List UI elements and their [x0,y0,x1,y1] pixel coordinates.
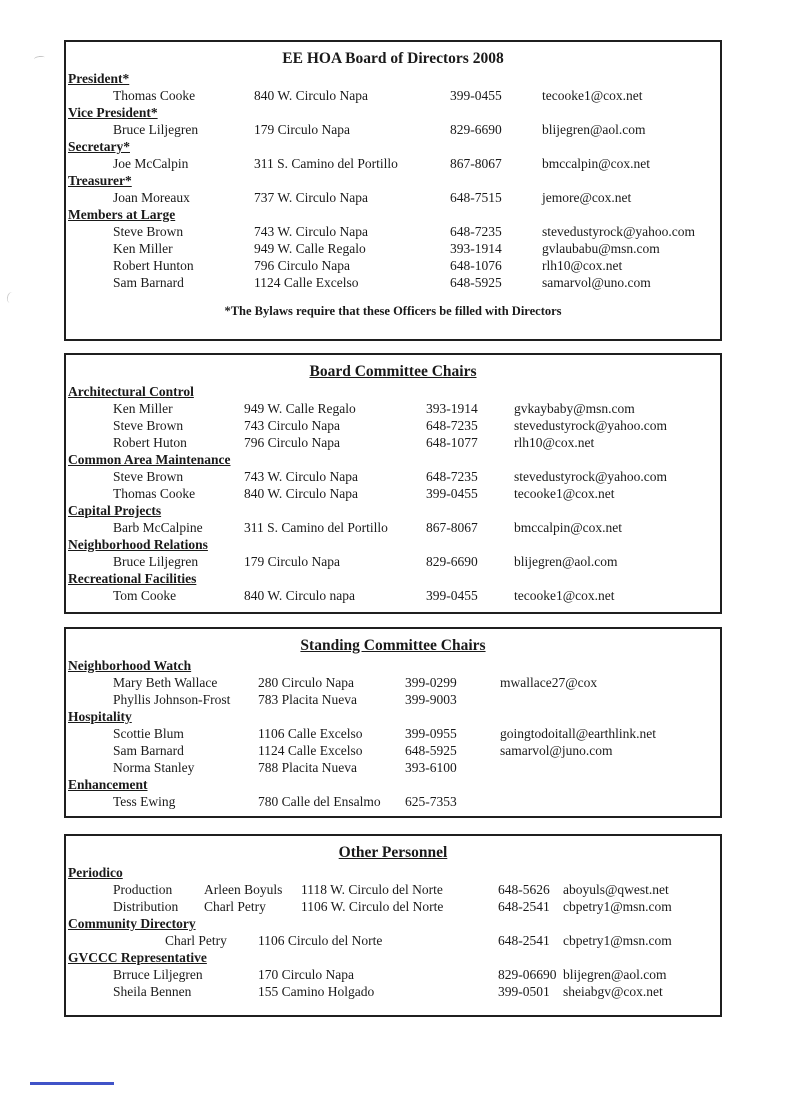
person-address: 155 Camino Holgado [258,984,375,999]
table-row [66,519,720,536]
table-row [66,881,720,898]
person-address: 1106 Circulo del Norte [258,933,383,948]
person-email: sheiabgv@cox.net [563,984,663,999]
table-row [66,189,720,206]
person-email: tecooke1@cox.net [514,588,615,603]
section-board-committee-chairs [64,353,722,614]
table-row [66,966,720,983]
person-phone: 399-0955 [405,726,457,741]
person-address: 840 W. Circulo napa [244,588,355,603]
table-row [66,274,720,291]
scanned-document-page [0,40,806,1096]
scan-speck-icon [34,55,46,61]
person-address: 737 W. Circulo Napa [254,190,368,205]
group-heading: Capital Projects [68,503,162,518]
person-name: Joan Moreaux [113,190,190,205]
group-heading: Treasurer* [68,173,132,188]
person-email [500,691,720,708]
person-address: 840 W. Circulo Napa [244,486,358,501]
person-phone: 393-6100 [405,760,457,775]
person-address: 280 Circulo Napa [258,675,354,690]
group-heading: Vice President* [68,105,158,120]
person-email: goingtodoitall@earthlink.net [500,726,657,741]
person-address: 788 Placita Nueva [258,760,357,775]
table-row [66,725,720,742]
person-email: tecooke1@cox.net [514,486,615,501]
table-row [66,223,720,240]
person-name: Robert Hunton [113,258,194,273]
person-phone: 648-7235 [426,469,478,484]
person-phone: 867-8067 [426,520,478,535]
person-name: Joe McCalpin [113,156,189,171]
person-email: samarvol@juno.com [500,743,613,758]
person-email: aboyuls@qwest.net [563,882,669,897]
role-label: Distribution [113,899,179,914]
person-phone: 867-8067 [450,156,502,171]
person-name: Charl Petry [165,933,227,948]
group-heading: Secretary* [68,139,130,154]
person-phone: 648-2541 [498,933,550,948]
group-heading: Members at Large [68,207,176,222]
section-body [66,70,720,291]
person-address: 780 Calle del Ensalmo [258,794,381,809]
section-other-personnel [64,834,722,1017]
table-row [66,417,720,434]
table-row [66,240,720,257]
table-row [66,759,720,776]
person-name: Charl Petry [204,899,266,914]
table-row [66,434,720,451]
group-heading: Common Area Maintenance [68,452,231,467]
section-board-of-directors [64,40,722,341]
person-address: 1124 Calle Excelso [254,275,359,290]
person-address: 743 W. Circulo Napa [244,469,358,484]
scan-artifact-blue-line [30,1082,114,1085]
person-name: Bruce Liljegren [113,122,199,137]
group-heading: Recreational Facilities [68,571,197,586]
table-row [66,691,720,708]
section-body [66,383,720,604]
person-name: Mary Beth Wallace [113,675,218,690]
group-heading: Enhancement [68,777,148,792]
person-email: blijegren@aol.com [514,554,618,569]
section-title: EE HOA Board of Directors 2008 [282,50,504,67]
person-address: 796 Circulo Napa [254,258,350,273]
person-email: jemore@cox.net [542,190,632,205]
person-name: Steve Brown [113,418,184,433]
person-address: 170 Circulo Napa [258,967,354,982]
person-phone: 648-5626 [498,882,550,897]
person-name: Scottie Blum [113,726,184,741]
section-title: Other Personnel [338,844,448,861]
person-name: Bruce Liljegren [113,554,199,569]
section-body [66,657,720,810]
table-row [66,468,720,485]
person-phone: 648-2541 [498,899,550,914]
person-name: Thomas Cooke [113,88,196,103]
person-email: cbpetry1@msn.com [563,899,672,914]
table-row [66,742,720,759]
group-heading: GVCCC Representative [68,950,207,965]
person-address: 840 W. Circulo Napa [254,88,368,103]
person-phone: 399-0501 [498,984,550,999]
person-email: stevedustyrock@yahoo.com [514,469,668,484]
group-heading: President* [68,71,130,86]
table-row [66,485,720,502]
person-phone: 625-7353 [405,794,457,809]
person-phone: 399-0455 [426,588,478,603]
person-name: Brruce Liljegren [113,967,203,982]
role-label: Production [113,882,173,897]
person-address: 1124 Calle Excelso [258,743,363,758]
table-row [66,674,720,691]
person-phone: 648-7515 [450,190,502,205]
person-address: 311 S. Camino del Portillo [244,520,388,535]
person-phone: 399-9003 [405,692,457,707]
person-name: Tom Cooke [113,588,177,603]
table-row [66,400,720,417]
person-address: 949 W. Calle Regalo [244,401,356,416]
person-name: Thomas Cooke [113,486,196,501]
person-email: tecooke1@cox.net [542,88,643,103]
section-body [66,864,720,1000]
person-name: Steve Brown [113,224,184,239]
person-name: Robert Huton [113,435,187,450]
table-row [66,932,720,949]
person-name: Sam Barnard [113,743,184,758]
bylaws-footnote: *The Bylaws require that these Officers be filled with Directors [224,304,562,318]
person-email: bmccalpin@cox.net [514,520,623,535]
table-row [66,898,720,915]
person-phone: 648-1076 [450,258,502,273]
person-email: rlh10@cox.net [514,435,595,450]
person-email: gvkaybaby@msn.com [514,401,635,416]
person-phone: 648-7235 [426,418,478,433]
person-email: bmccalpin@cox.net [542,156,651,171]
table-row [66,121,720,138]
person-phone: 829-6690 [426,554,478,569]
scan-squiggle-icon [6,291,16,304]
person-address: 796 Circulo Napa [244,435,340,450]
group-heading: Neighborhood Watch [68,658,192,673]
table-row [66,793,720,810]
person-phone: 648-5925 [405,743,457,758]
person-email: mwallace27@cox [500,675,598,690]
group-heading: Hospitality [68,709,132,724]
person-email: blijegren@aol.com [542,122,646,137]
group-heading: Periodico [68,865,123,880]
person-email: stevedustyrock@yahoo.com [542,224,696,239]
table-row [66,587,720,604]
group-heading: Community Directory [68,916,196,931]
person-name: Tess Ewing [113,794,176,809]
person-phone: 399-0455 [450,88,502,103]
person-phone: 393-1914 [426,401,478,416]
table-row [66,553,720,570]
table-row [66,155,720,172]
table-row [66,87,720,104]
person-email: cbpetry1@msn.com [563,933,672,948]
section-standing-committee-chairs [64,627,722,818]
person-address: 1118 W. Circulo del Norte [301,882,443,897]
person-address: 1106 W. Circulo del Norte [301,899,444,914]
person-address: 311 S. Camino del Portillo [254,156,398,171]
person-phone: 829-6690 [450,122,502,137]
person-name: Sam Barnard [113,275,184,290]
person-address: 743 W. Circulo Napa [254,224,368,239]
person-phone: 829-06690 [498,967,557,982]
person-name: Ken Miller [113,241,173,256]
person-email [500,759,720,776]
person-address: 179 Circulo Napa [244,554,340,569]
person-phone: 399-0455 [426,486,478,501]
person-address: 949 W. Calle Regalo [254,241,366,256]
person-phone: 393-1914 [450,241,502,256]
person-address: 743 Circulo Napa [244,418,340,433]
person-name: Arleen Boyuls [204,882,283,897]
person-address: 179 Circulo Napa [254,122,350,137]
table-row [66,257,720,274]
person-email: rlh10@cox.net [542,258,623,273]
person-phone: 399-0299 [405,675,457,690]
person-email: samarvol@uno.com [542,275,651,290]
person-address: 783 Placita Nueva [258,692,357,707]
person-phone: 648-5925 [450,275,502,290]
person-email: blijegren@aol.com [563,967,667,982]
person-email: stevedustyrock@yahoo.com [514,418,668,433]
person-name: Norma Stanley [113,760,195,775]
person-email: gvlaubabu@msn.com [542,241,660,256]
person-name: Steve Brown [113,469,184,484]
person-name: Barb McCalpine [113,520,203,535]
group-heading: Architectural Control [68,384,194,399]
section-title: Standing Committee Chairs [300,637,486,654]
table-row [66,983,720,1000]
person-address: 1106 Calle Excelso [258,726,363,741]
person-name: Phyllis Johnson-Frost [113,692,231,707]
person-email [500,793,720,810]
person-phone: 648-1077 [426,435,478,450]
person-phone: 648-7235 [450,224,502,239]
person-name: Ken Miller [113,401,173,416]
group-heading: Neighborhood Relations [68,537,208,552]
person-name: Sheila Bennen [113,984,192,999]
section-title: Board Committee Chairs [309,363,477,380]
